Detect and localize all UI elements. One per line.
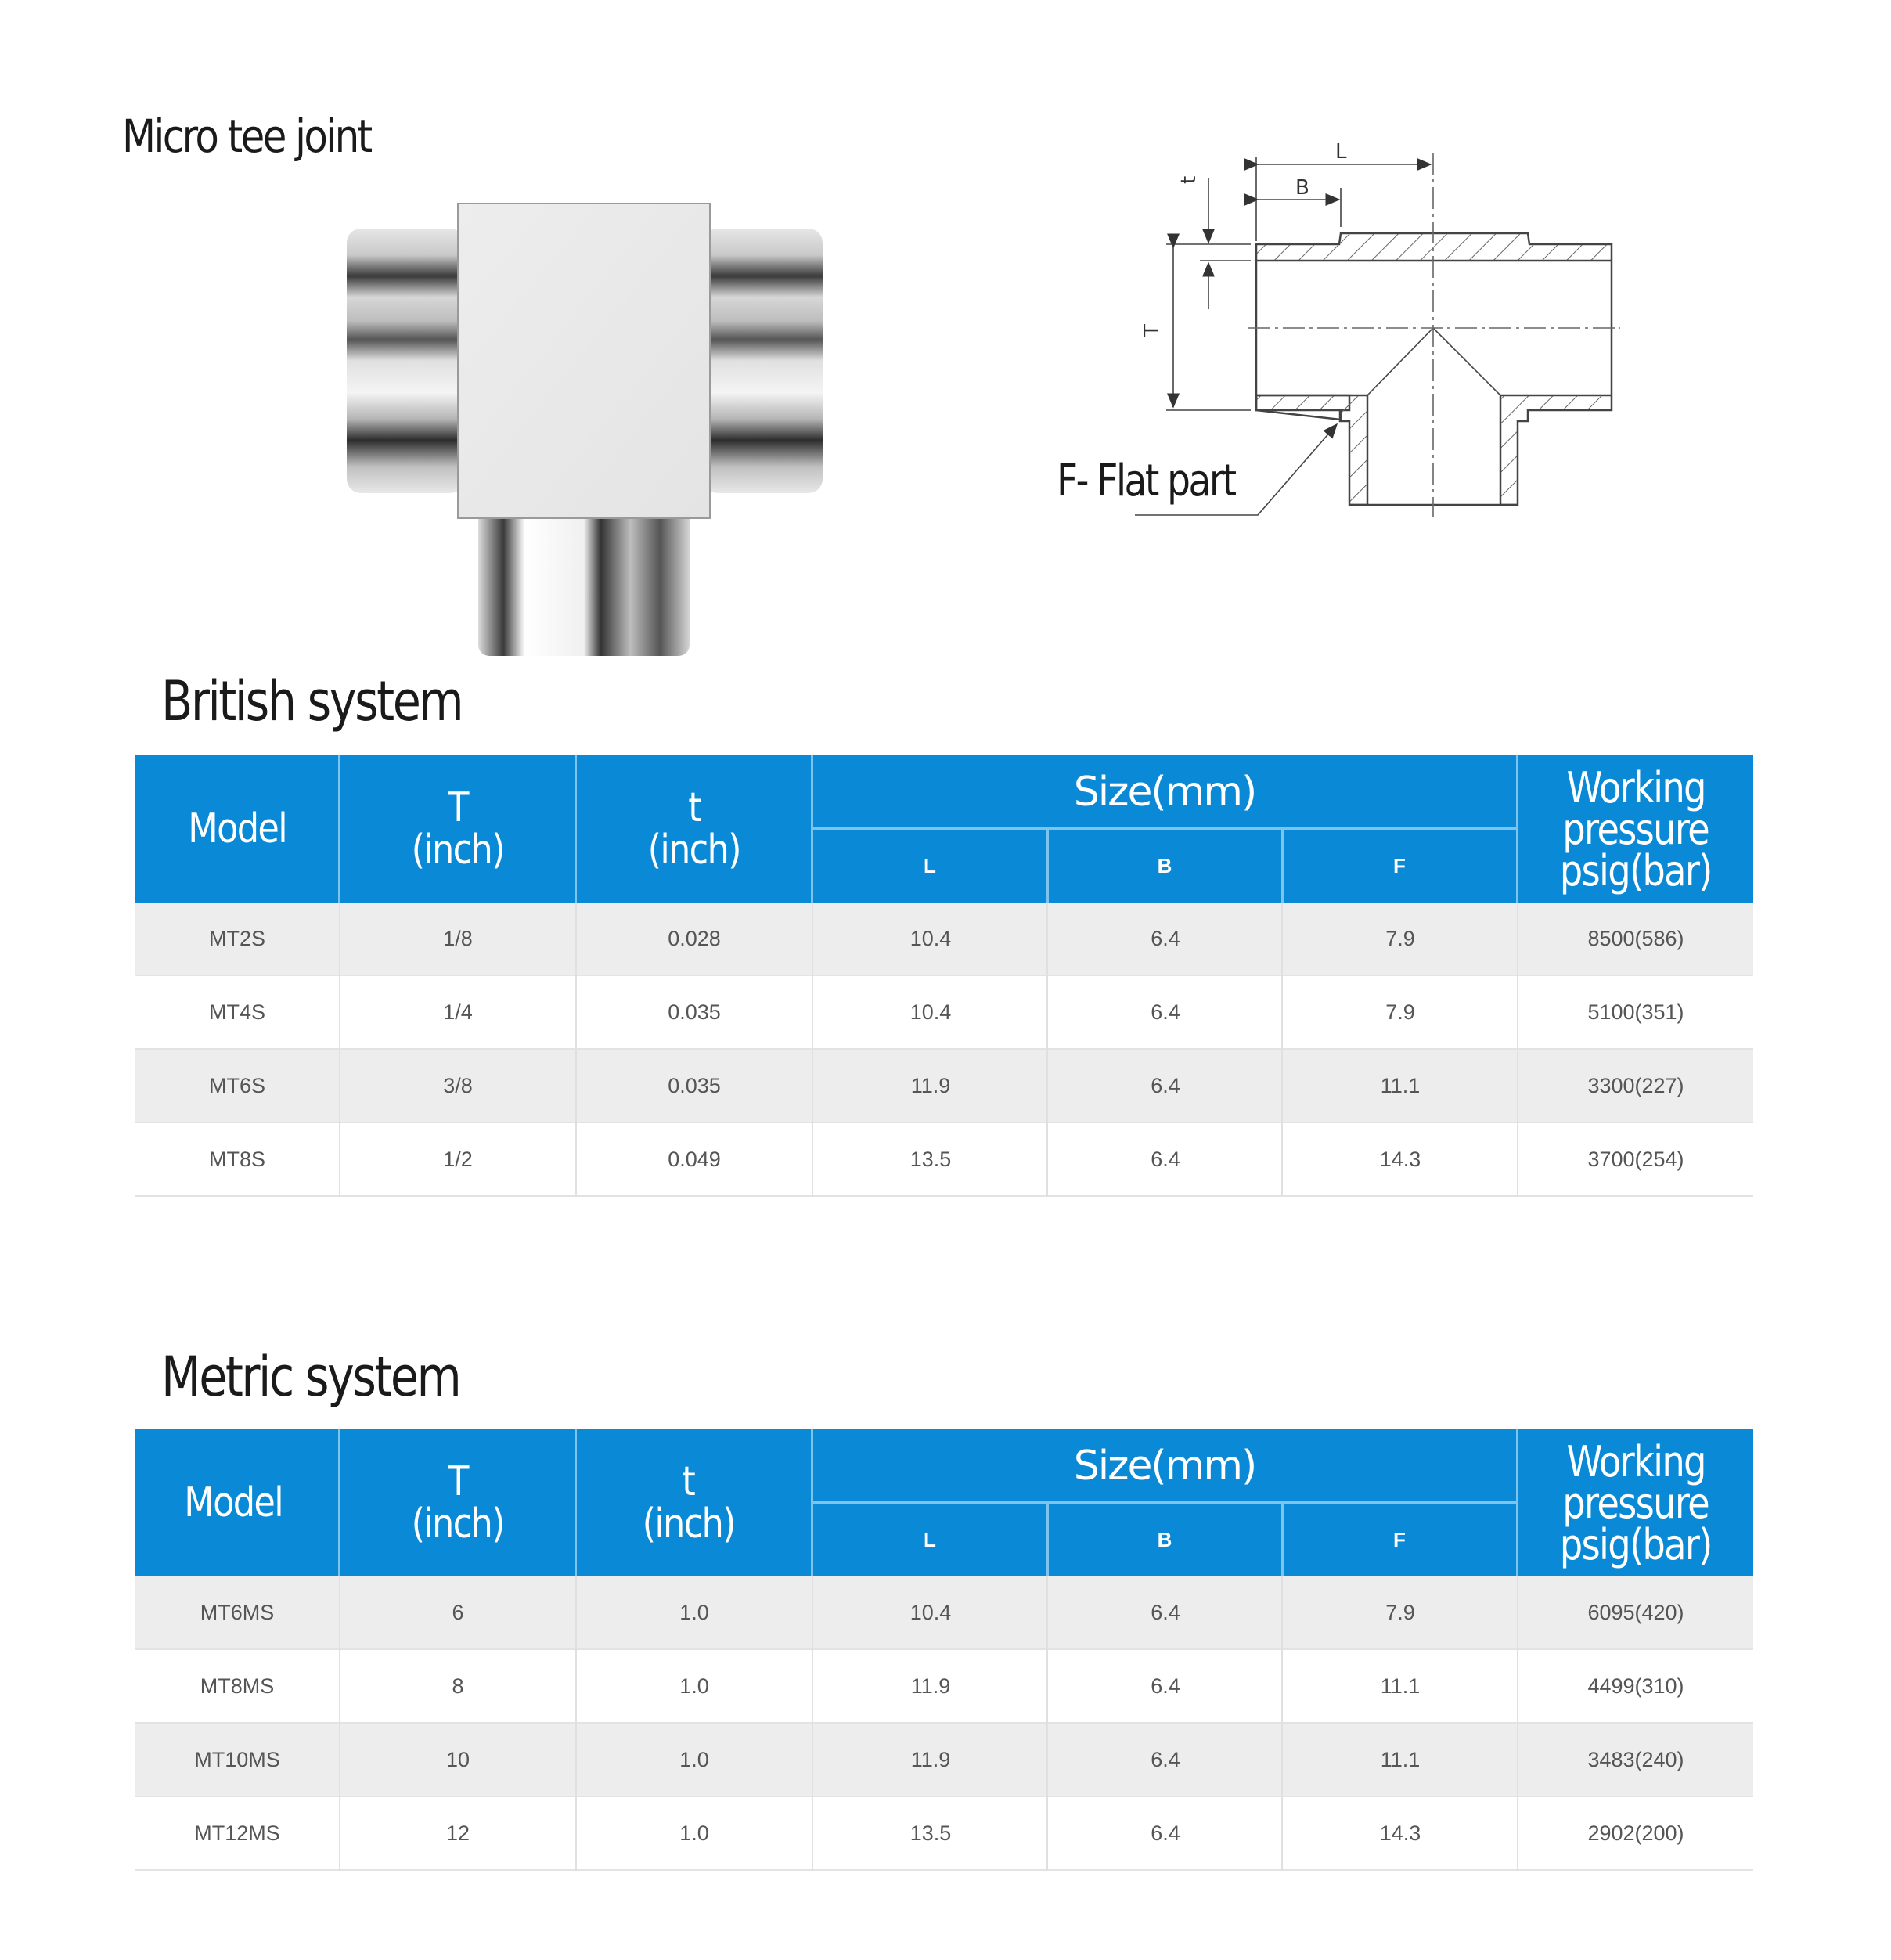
cell-T: 8	[452, 1674, 464, 1698]
cell-T: 3/8	[443, 1073, 473, 1097]
cell-model: MT10MS	[194, 1747, 280, 1771]
cell-t: 0.028	[668, 926, 721, 950]
cell-T: 1/4	[443, 1000, 473, 1024]
cell-t: 0.049	[668, 1147, 721, 1171]
cell-B: 6.4	[1151, 1073, 1180, 1097]
header-size-group	[812, 755, 1517, 903]
cell-pressure: 3300(227)	[1587, 1073, 1684, 1097]
cell-B: 6.4	[1151, 1147, 1180, 1171]
table-row	[135, 1650, 1753, 1724]
cell-t: 0.035	[668, 1000, 721, 1024]
cell-F: 7.9	[1385, 926, 1415, 950]
bottom-pipe	[478, 509, 690, 656]
cell-L: 10.4	[909, 1000, 952, 1024]
header-B: B	[1157, 1528, 1172, 1551]
right-pipe	[704, 229, 823, 493]
spec-table-metric	[135, 1429, 1753, 1871]
center-block	[458, 204, 710, 518]
cell-pressure: 3700(254)	[1587, 1147, 1684, 1171]
cell-T: 1/8	[443, 926, 473, 950]
header-working-pressure: Working pressure psig(bar)	[1560, 1436, 1712, 1569]
table-row	[135, 1576, 1753, 1650]
cell-L: 13.5	[909, 1147, 952, 1171]
spec-table-british	[135, 755, 1753, 1197]
cell-T: 10	[445, 1747, 470, 1771]
dim-label-L: L	[1335, 140, 1347, 164]
cell-model: MT6MS	[200, 1600, 275, 1624]
header-B: B	[1157, 854, 1172, 877]
cell-model: MT6S	[208, 1073, 265, 1097]
cell-pressure: 4499(310)	[1587, 1674, 1684, 1698]
header-t: t (inch)	[647, 784, 741, 874]
table-body	[135, 1576, 1753, 1871]
cell-L: 11.9	[910, 1747, 951, 1771]
cell-T: 1/2	[443, 1147, 473, 1171]
cell-pressure: 5100(351)	[1587, 1000, 1684, 1024]
table-header	[135, 755, 1753, 903]
cell-F: 7.9	[1385, 1600, 1415, 1624]
table-row	[135, 903, 1753, 976]
cell-model: MT2S	[208, 926, 265, 950]
cell-B: 6.4	[1151, 1600, 1180, 1624]
cell-model: MT4S	[208, 1000, 265, 1024]
left-pipe	[347, 229, 464, 493]
cell-pressure: 2902(200)	[1587, 1821, 1684, 1845]
cell-L: 10.4	[909, 926, 952, 950]
cell-model: MT8S	[208, 1147, 265, 1171]
cell-F: 14.3	[1379, 1147, 1421, 1171]
cell-L: 13.5	[909, 1821, 952, 1845]
cell-L: 11.9	[910, 1073, 951, 1097]
table-row	[135, 976, 1753, 1050]
cell-F: 11.1	[1380, 1073, 1421, 1097]
header-t: t (inch)	[642, 1458, 735, 1547]
cell-L: 10.4	[909, 1600, 952, 1624]
cell-model: MT8MS	[200, 1674, 275, 1698]
table-row	[135, 1724, 1753, 1797]
section-title-metric: Metric system	[161, 1345, 460, 1409]
cell-t: 1.0	[679, 1821, 709, 1845]
table-body	[135, 903, 1753, 1197]
cell-B: 6.4	[1151, 1747, 1180, 1771]
cell-T: 12	[445, 1821, 470, 1845]
header-L: L	[924, 1528, 936, 1551]
flat-part-callout: F- Flat part	[1057, 456, 1235, 506]
cell-B: 6.4	[1151, 1000, 1180, 1024]
cell-B: 6.4	[1151, 1674, 1180, 1698]
cell-T: 6	[452, 1600, 464, 1624]
header-F: F	[1393, 1528, 1406, 1551]
cell-pressure: 8500(586)	[1587, 926, 1684, 950]
header-working-pressure: Working pressure psig(bar)	[1560, 762, 1712, 895]
cell-B: 6.4	[1151, 926, 1180, 950]
header-size: Size(mm)	[1073, 768, 1256, 816]
dim-label-T: T	[1140, 324, 1164, 337]
header-model: Model	[184, 1479, 283, 1526]
table-row	[135, 1123, 1753, 1197]
table-header	[135, 1429, 1753, 1576]
cell-F: 11.1	[1380, 1674, 1421, 1698]
cell-F: 11.1	[1380, 1747, 1421, 1771]
dim-label-B: B	[1295, 176, 1309, 200]
cell-t: 1.0	[679, 1674, 709, 1698]
header-T: T (inch)	[411, 784, 505, 874]
header-F: F	[1393, 854, 1406, 877]
header-size: Size(mm)	[1073, 1442, 1256, 1490]
product-title: Micro tee joint	[122, 110, 371, 163]
header-L: L	[924, 854, 936, 877]
header-T: T (inch)	[411, 1458, 505, 1547]
cell-t: 0.035	[668, 1073, 721, 1097]
cell-B: 6.4	[1151, 1821, 1180, 1845]
cell-model: MT12MS	[194, 1821, 280, 1845]
header-size-group	[812, 1429, 1517, 1576]
table-row	[135, 1797, 1753, 1871]
section-title-british: British system	[161, 669, 463, 733]
cell-pressure: 3483(240)	[1587, 1747, 1684, 1771]
dim-label-t: t	[1177, 175, 1201, 184]
cell-t: 1.0	[679, 1747, 709, 1771]
header-model: Model	[188, 805, 286, 852]
cell-F: 7.9	[1385, 1000, 1415, 1024]
cell-t: 1.0	[679, 1600, 709, 1624]
table-row	[135, 1050, 1753, 1123]
cell-F: 14.3	[1379, 1821, 1421, 1845]
cell-pressure: 6095(420)	[1587, 1600, 1684, 1624]
cell-L: 11.9	[910, 1674, 951, 1698]
tee-fitting-photo	[0, 0, 939, 704]
